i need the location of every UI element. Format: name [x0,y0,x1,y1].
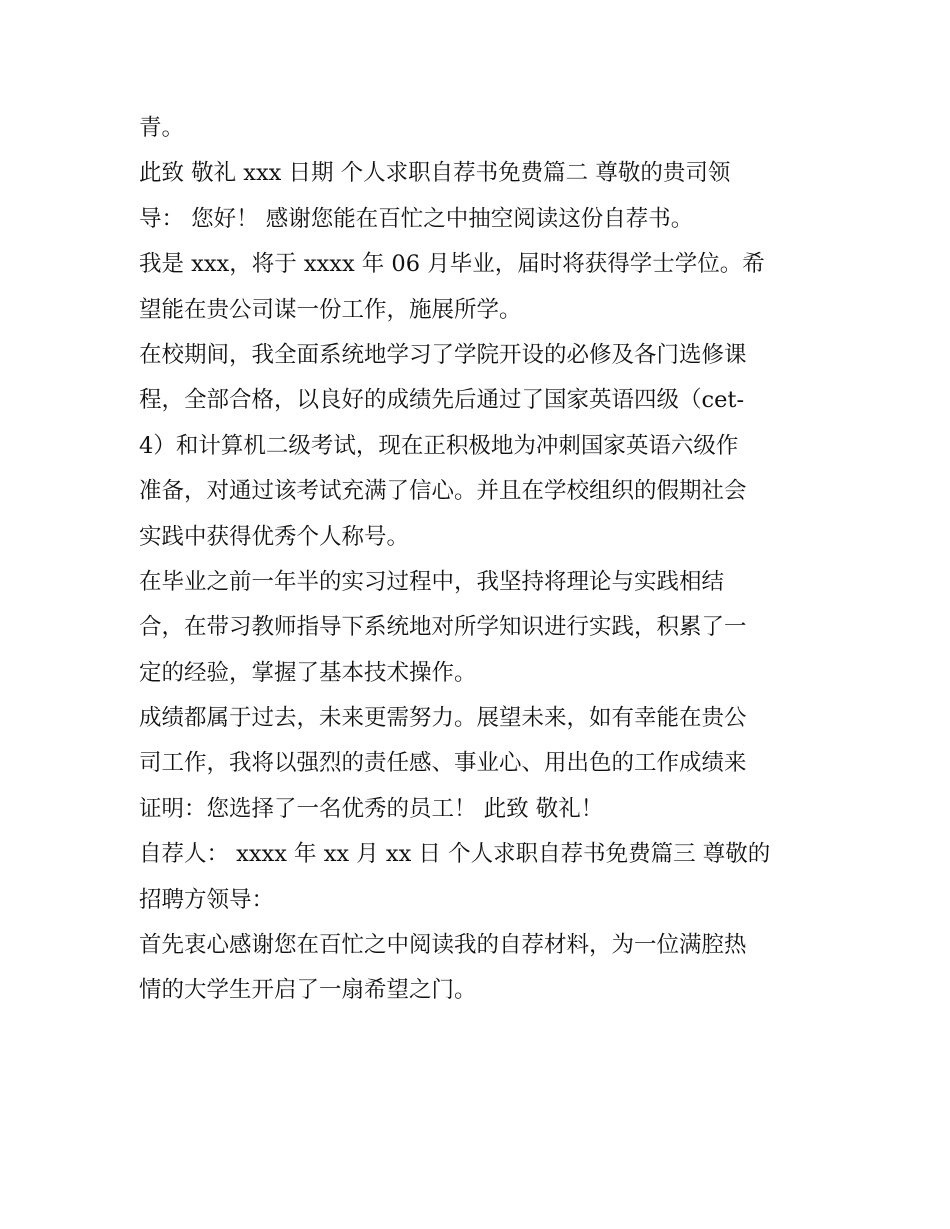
text-line: 证明：您选择了一名优秀的员工！ 此致 敬礼！ [139,795,604,822]
text-line: 招聘方领导： [139,886,275,913]
text-line: 在毕业之前一年半的实习过程中，我坚持将理论与实践相结 [139,568,725,595]
text-line: 此致 敬礼 xxx 日期 个人求职自荐书免费篇二 尊敬的贵司领 [139,160,731,187]
text-line: 青。 [139,115,185,141]
text-line: 成绩都属于过去，未来更需努力。展望未来，如有幸能在贵公 [139,705,747,732]
text-line: 实践中获得优秀个人称号。 [139,523,410,550]
text-line: 4）和计算机二级考试，现在正积极地为冲刺国家英语六级作 [139,432,739,459]
document-body [139,106,819,1014]
text-line: 定的经验，掌握了基本技术操作。 [139,659,477,686]
text-line: 在校期间，我全面系统地学习了学院开设的必修及各门选修课 [139,341,747,368]
text-line: 司工作，我将以强烈的责任感、事业心、用出色的工作成绩来 [139,750,747,777]
text-line: 我是 xxx，将于 xxxx 年 06 月毕业，届时将获得学士学位。希 [139,251,765,278]
text-line: 情的大学生开启了一扇希望之门。 [139,977,477,1004]
text-line: 自荐人： xxxx 年 xx 月 xx 日 个人求职自荐书免费篇三 尊敬的 [139,841,771,868]
text-line: 望能在贵公司谋一份工作，施展所学。 [139,296,522,323]
text-line: 程，全部合格，以良好的成绩先后通过了国家英语四级（cet- [139,387,745,414]
text-line: 导： 您好！ 感谢您能在百忙之中抽空阅读这份自荐书。 [139,205,694,232]
text-line: 首先衷心感谢您在百忙之中阅读我的自荐材料，为一位满腔热 [139,932,747,959]
text-line: 准备，对通过该考试充满了信心。并且在学校组织的假期社会 [139,478,747,505]
text-line: 合，在带习教师指导下系统地对所学知识进行实践，积累了一 [139,614,747,641]
